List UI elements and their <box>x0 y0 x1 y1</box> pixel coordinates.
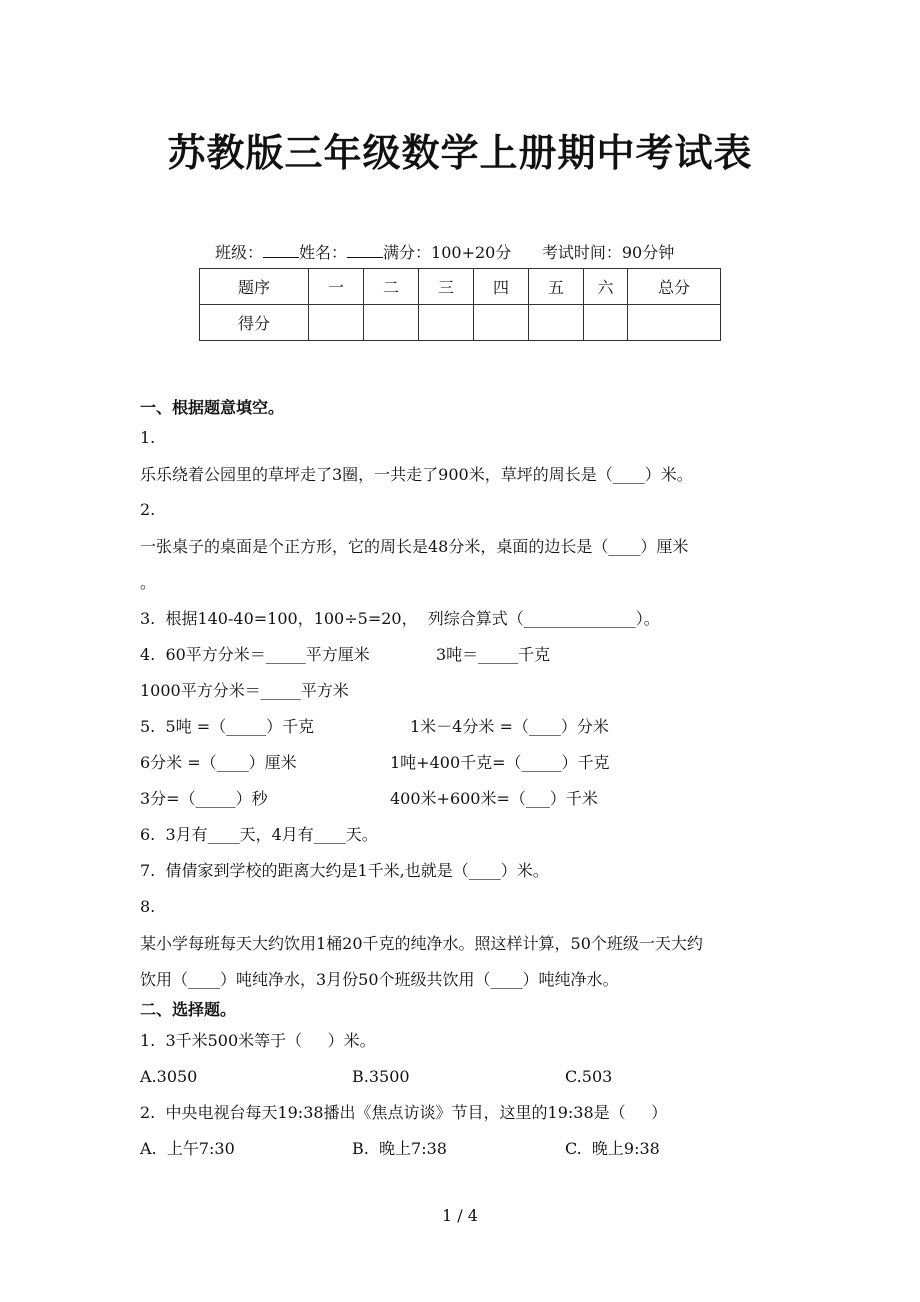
question-text: 饮用（____）吨纯净水，3月份50个班级共饮用（____）吨纯净水。 <box>140 970 619 989</box>
option-a[interactable]: A. 上午7:30 <box>140 1139 235 1158</box>
score-cell[interactable] <box>628 305 721 341</box>
question-text: 1米－4分米 =（____）分米 <box>410 717 609 736</box>
option-b[interactable]: B.3500 <box>352 1067 410 1086</box>
question-text: 4. 60平方分米＝_____平方厘米 <box>140 645 370 664</box>
header-cell: 一 <box>309 269 364 305</box>
score-table-score-row <box>200 305 721 341</box>
question-text: 一张桌子的桌面是个正方形，它的周长是48分米，桌面的边长是（____）厘米 <box>140 537 689 556</box>
option-b[interactable]: B. 晚上7:38 <box>352 1139 447 1158</box>
question-text: 5. 5吨 =（_____）千克 <box>140 717 315 736</box>
question-text: 6分米 =（____）厘米 <box>140 753 297 772</box>
question-number: 2. <box>140 500 156 519</box>
page-title: 苏教版三年级数学上册期中考试表 <box>167 131 753 175</box>
question-text: 3吨＝_____千克 <box>436 645 551 664</box>
question-text: 2. 中央电视台每天19:38播出《焦点访谈》节目，这里的19:38是（ ） <box>140 1103 668 1122</box>
page-number: 1 / 4 <box>442 1206 478 1225</box>
question-number: 1. <box>140 428 156 447</box>
question-text: 1. 3千米500米等于（ ）米。 <box>140 1031 376 1050</box>
question-text: 6. 3月有____天，4月有____天。 <box>140 825 378 844</box>
option-c[interactable]: C.503 <box>565 1067 613 1086</box>
section2-heading: 二、选择题。 <box>140 1000 237 1019</box>
name-label: 姓名： <box>299 243 348 262</box>
question-text: 3. 根据140-40=100，100÷5=20， 列综合算式（______________）。 <box>140 609 660 628</box>
class-blank <box>263 243 299 258</box>
header-cell: 题序 <box>200 269 309 305</box>
question-text: 乐乐绕着公园里的草坪走了3圈，一共走了900米，草坪的周长是（____）米。 <box>140 465 693 484</box>
class-label: 班级： <box>215 243 264 262</box>
question-text: 3分=（_____）秒 <box>140 789 268 808</box>
question-text: 。 <box>140 573 157 592</box>
full-score: 满分：100+20分 <box>383 243 512 262</box>
row-label: 得分 <box>200 305 309 341</box>
exam-info <box>215 240 674 263</box>
header-cell: 五 <box>529 269 584 305</box>
name-blank <box>347 243 383 258</box>
score-cell[interactable] <box>364 305 419 341</box>
score-table <box>199 268 721 341</box>
header-cell: 六 <box>584 269 628 305</box>
question-text: 1吨+400千克=（_____）千克 <box>390 753 610 772</box>
option-a[interactable]: A.3050 <box>140 1067 198 1086</box>
header-cell: 三 <box>419 269 474 305</box>
score-cell[interactable] <box>529 305 584 341</box>
score-cell[interactable] <box>419 305 474 341</box>
section1-heading: 一、根据题意填空。 <box>140 398 285 417</box>
question-number: 8. <box>140 897 156 916</box>
score-table-header-row <box>200 269 721 305</box>
header-cell: 二 <box>364 269 419 305</box>
score-cell[interactable] <box>584 305 628 341</box>
option-c[interactable]: C. 晚上9:38 <box>565 1139 660 1158</box>
question-text: 400米+600米=（___）千米 <box>390 789 598 808</box>
question-text: 1000平方分米＝_____平方米 <box>140 681 349 700</box>
header-cell: 四 <box>474 269 529 305</box>
question-text: 7. 倩倩家到学校的距离大约是1千米,也就是（____）米。 <box>140 861 549 880</box>
exam-time: 考试时间：90分钟 <box>541 243 675 262</box>
score-cell[interactable] <box>309 305 364 341</box>
question-text: 某小学每班每天大约饮用1桶20千克的纯净水。照这样计算，50个班级一天大约 <box>140 934 703 953</box>
header-cell: 总分 <box>628 269 721 305</box>
score-cell[interactable] <box>474 305 529 341</box>
